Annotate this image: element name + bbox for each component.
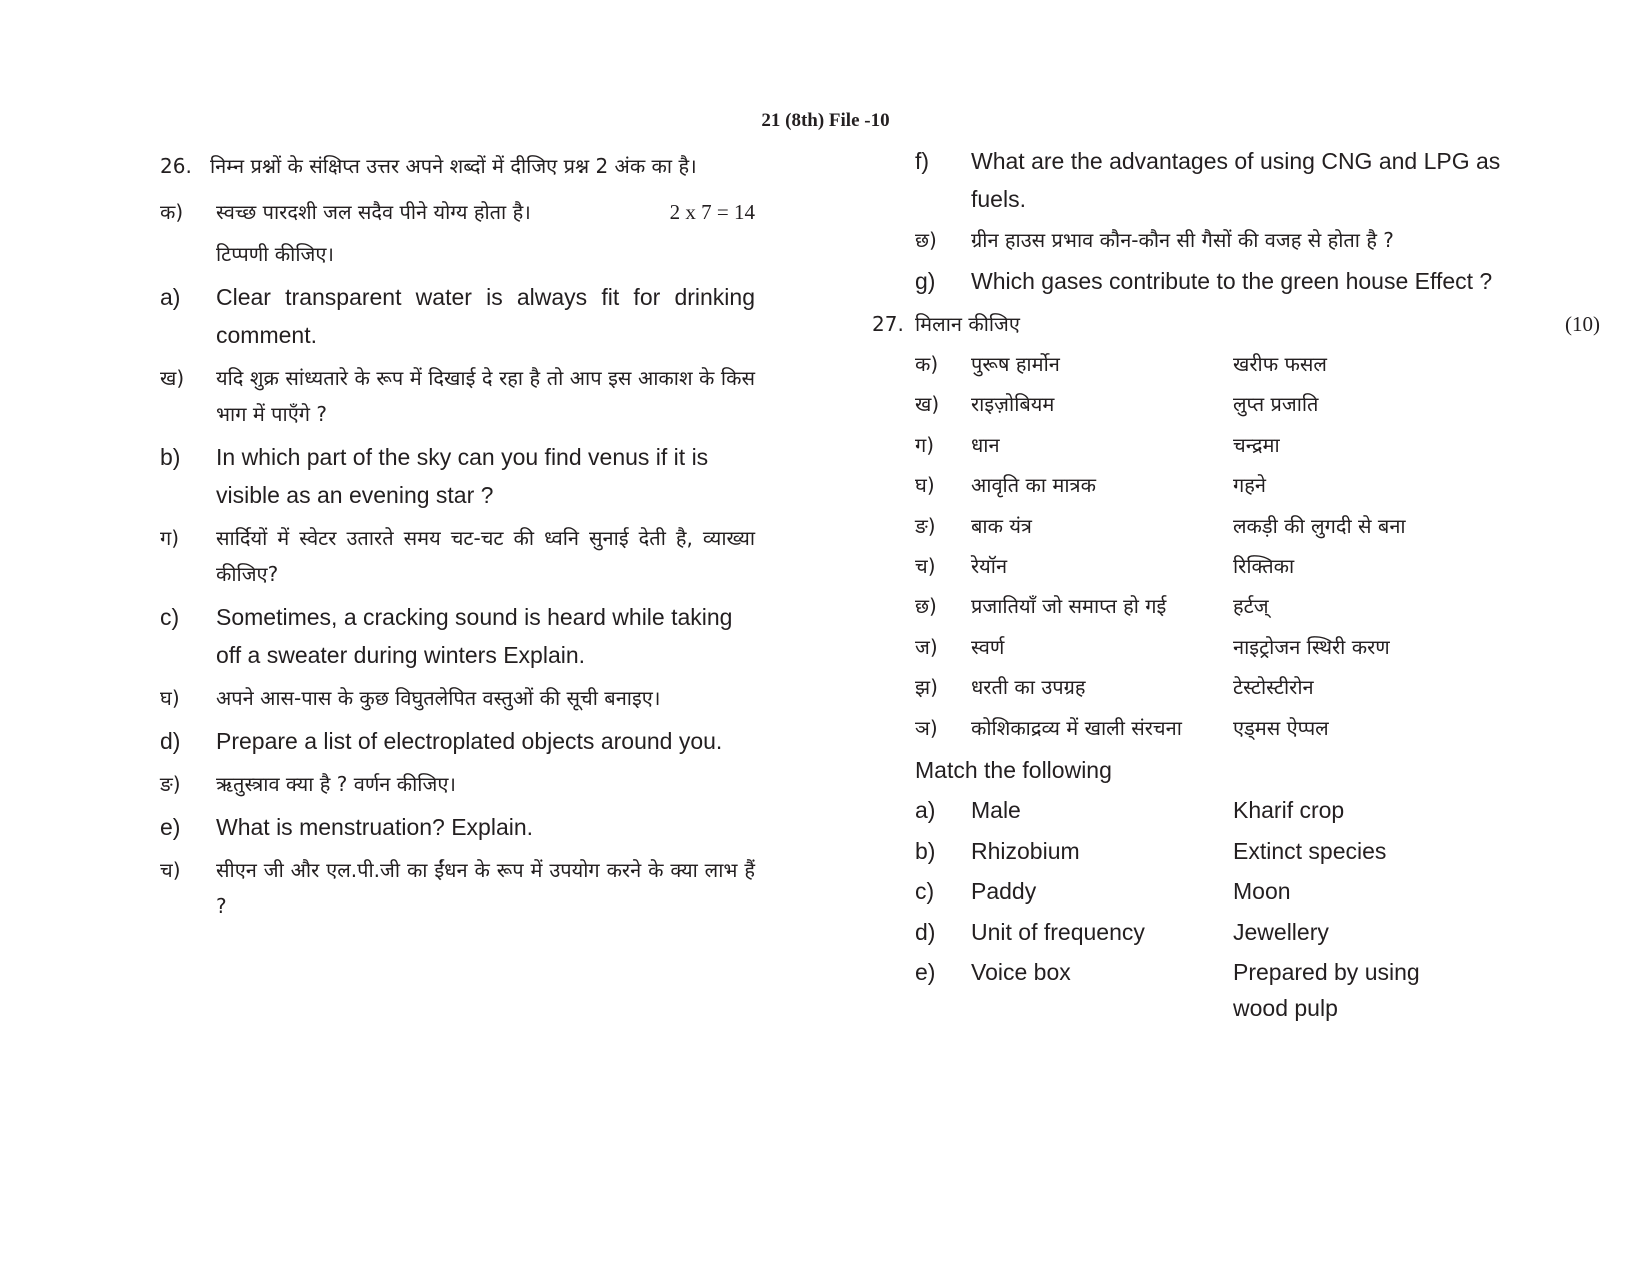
row-label: ग) xyxy=(915,432,935,457)
question-26-item xyxy=(160,598,755,674)
question-26-item xyxy=(915,262,1535,300)
column-a-item: धरती का उपग्रह xyxy=(971,675,1086,700)
item-text: स्वच्छ पारदशी जल सदैव पीने योग्य होता है। xyxy=(216,200,531,224)
question-26-item xyxy=(915,222,1535,258)
match-row xyxy=(915,831,1535,872)
question-26-item xyxy=(160,520,755,592)
match-row xyxy=(915,586,1535,626)
item-text: Prepare a list of electroplated objects around you. xyxy=(216,728,723,754)
item-label: g) xyxy=(915,268,936,294)
column-b-item: लुप्त प्रजाति xyxy=(1233,392,1319,417)
item-label: f) xyxy=(915,148,930,174)
item-text: ग्रीन हाउस प्रभाव कौन-कौन सी गैसों की वजह से होता है ? xyxy=(971,228,1394,252)
column-b-item: लकड़ी की लुगदी से बना xyxy=(1233,513,1406,538)
item-text: यदि शुक्र सांध्यतारे के रूप में दिखाई दे रहा है तो आप इस आकाश के किस भाग में पाएँगे ? xyxy=(216,366,755,426)
row-label: e) xyxy=(915,959,936,986)
question-26-item xyxy=(160,278,755,354)
item-label: छ) xyxy=(915,228,937,252)
match-row xyxy=(915,912,1535,953)
match-row xyxy=(915,546,1535,586)
match-row xyxy=(915,871,1535,912)
question-26-item xyxy=(160,360,755,432)
question-26-item xyxy=(915,142,1535,218)
item-label: ख) xyxy=(160,366,185,390)
left-column xyxy=(160,148,755,924)
item-label: e) xyxy=(160,814,181,840)
column-b-item: चन्द्रमा xyxy=(1233,432,1280,457)
column-a-item: आवृति का मात्रक xyxy=(971,473,1096,498)
match-row xyxy=(915,425,1535,465)
row-label: c) xyxy=(915,878,935,905)
question-26-item xyxy=(160,722,755,760)
item-text: अपने आस-पास के कुछ विघुतलेपित वस्तुओं की सूची बनाइए। xyxy=(216,686,661,710)
match-row xyxy=(915,952,1535,1026)
item-text: In which part of the sky can you find venus if it is visible as an evening star ? xyxy=(216,444,709,508)
item-text: सीएन जी और एल.पी.जी का ईंधन के रूप में उपयोग करने के क्या लाभ हैं ? xyxy=(216,858,755,918)
item-label: ङ) xyxy=(160,772,181,796)
question-26-item xyxy=(160,852,755,924)
item-label: च) xyxy=(160,858,181,882)
row-label: b) xyxy=(915,837,936,864)
row-label: क) xyxy=(915,352,939,376)
column-a-item: पुरूष हार्मोन xyxy=(971,352,1060,376)
question-number: 27. xyxy=(872,312,904,336)
marks-formula: 2 x 7 = 14 xyxy=(669,200,755,224)
row-label: ज) xyxy=(915,634,938,659)
match-row xyxy=(915,667,1535,707)
item-text: Sometimes, a cracking sound is heard while taking off a sweater during winters Explain. xyxy=(216,604,733,668)
column-b-item: एड्मस ऐप्पल xyxy=(1233,715,1329,740)
column-a-item: धान xyxy=(971,432,1000,457)
column-a-item: Unit of frequency xyxy=(971,918,1145,945)
match-row xyxy=(915,506,1535,546)
item-label: d) xyxy=(160,728,181,754)
column-b-item: Jewellery xyxy=(1233,918,1329,945)
row-label: छ) xyxy=(915,594,937,619)
hindi-match-list xyxy=(915,344,1535,748)
column-a-item: Paddy xyxy=(971,878,1037,905)
column-b-item: Kharif crop xyxy=(1233,797,1345,824)
item-text: What is menstruation? Explain. xyxy=(216,814,534,840)
item-text: सार्दियों में स्वेटर उतारते समय चट-चट की ध्वनि सुनाई देती है, व्याख्या कीजिए? xyxy=(216,526,755,586)
match-row xyxy=(915,790,1535,831)
question-26-item xyxy=(160,194,755,272)
page-header: 21 (8th) File -10 xyxy=(761,110,890,131)
column-b-item: नाइट्रोजन स्थिरी करण xyxy=(1233,634,1390,659)
item-text: Which gases contribute to the green house Effect ? xyxy=(971,268,1493,294)
column-a-item: Male xyxy=(971,797,1021,824)
right-column xyxy=(872,148,1600,1026)
question-number: 26. xyxy=(160,154,192,178)
question-26-heading xyxy=(160,148,755,184)
row-label: ङ) xyxy=(915,513,936,538)
column-b-item: गहने xyxy=(1233,473,1266,498)
match-row xyxy=(915,384,1535,424)
item-label: c) xyxy=(160,604,180,630)
match-title-english: Match the following xyxy=(915,757,1112,784)
column-a-item: स्वर्ण xyxy=(971,634,1005,659)
column-a-item: बाक यंत्र xyxy=(971,513,1032,538)
english-match-list xyxy=(915,790,1535,1026)
item-label: घ) xyxy=(160,686,180,710)
row-label: ञ) xyxy=(915,715,938,740)
row-label: झ) xyxy=(915,675,938,700)
item-label: b) xyxy=(160,444,181,470)
item-text: Clear transparent water is always fit for drinking comment. xyxy=(216,284,755,348)
column-a-item: राइज़ोबियम xyxy=(971,392,1055,417)
question-27-heading xyxy=(872,306,1600,342)
question-title: मिलान कीजिए xyxy=(915,312,1020,336)
row-label: a) xyxy=(915,797,936,824)
item-label: क) xyxy=(160,200,184,224)
match-row xyxy=(915,344,1535,384)
column-a-item: रेयॉन xyxy=(971,554,1008,579)
column-b-item: खरीफ फसल xyxy=(1233,352,1327,376)
item-label: ग) xyxy=(160,526,180,550)
question-marks: (10) xyxy=(1565,312,1600,336)
question-instruction: निम्न प्रश्नों के संक्षिप्त उत्तर अपने शब्दों में दीजिए प्रश्न 2 अंक का है। xyxy=(210,154,697,178)
column-a-item: कोशिकाद्रव्य में खाली संरचना xyxy=(971,715,1182,740)
column-b-item: हर्टज् xyxy=(1233,594,1269,619)
item-text-continued: टिप्पणी कीजिए। xyxy=(216,242,334,266)
column-a-item: Voice box xyxy=(971,959,1071,986)
item-text: What are the advantages of using CNG and LPG as fuels. xyxy=(971,148,1501,212)
item-text: ऋतुस्त्राव क्या है ? वर्णन कीजिए। xyxy=(216,772,456,796)
question-26-item xyxy=(160,766,755,802)
row-label: d) xyxy=(915,918,936,945)
match-row xyxy=(915,465,1535,505)
column-b-item: Prepared by using wood pulp xyxy=(1233,959,1420,1022)
column-b-item: रिक्तिका xyxy=(1233,554,1295,579)
row-label: घ) xyxy=(915,473,935,498)
match-row xyxy=(915,627,1535,667)
column-a-item: Rhizobium xyxy=(971,837,1080,864)
question-26-item xyxy=(160,438,755,514)
column-b-item: Extinct species xyxy=(1233,837,1387,864)
question-26-item xyxy=(160,680,755,716)
column-b-item: Moon xyxy=(1233,878,1291,905)
item-label: a) xyxy=(160,284,181,310)
row-label: च) xyxy=(915,554,936,579)
column-a-item: प्रजातियाँ जो समाप्त हो गई xyxy=(971,594,1167,619)
match-row xyxy=(915,708,1535,748)
row-label: ख) xyxy=(915,392,940,417)
question-26-item xyxy=(160,808,755,846)
column-b-item: टेस्टोस्टीरोन xyxy=(1233,675,1314,700)
